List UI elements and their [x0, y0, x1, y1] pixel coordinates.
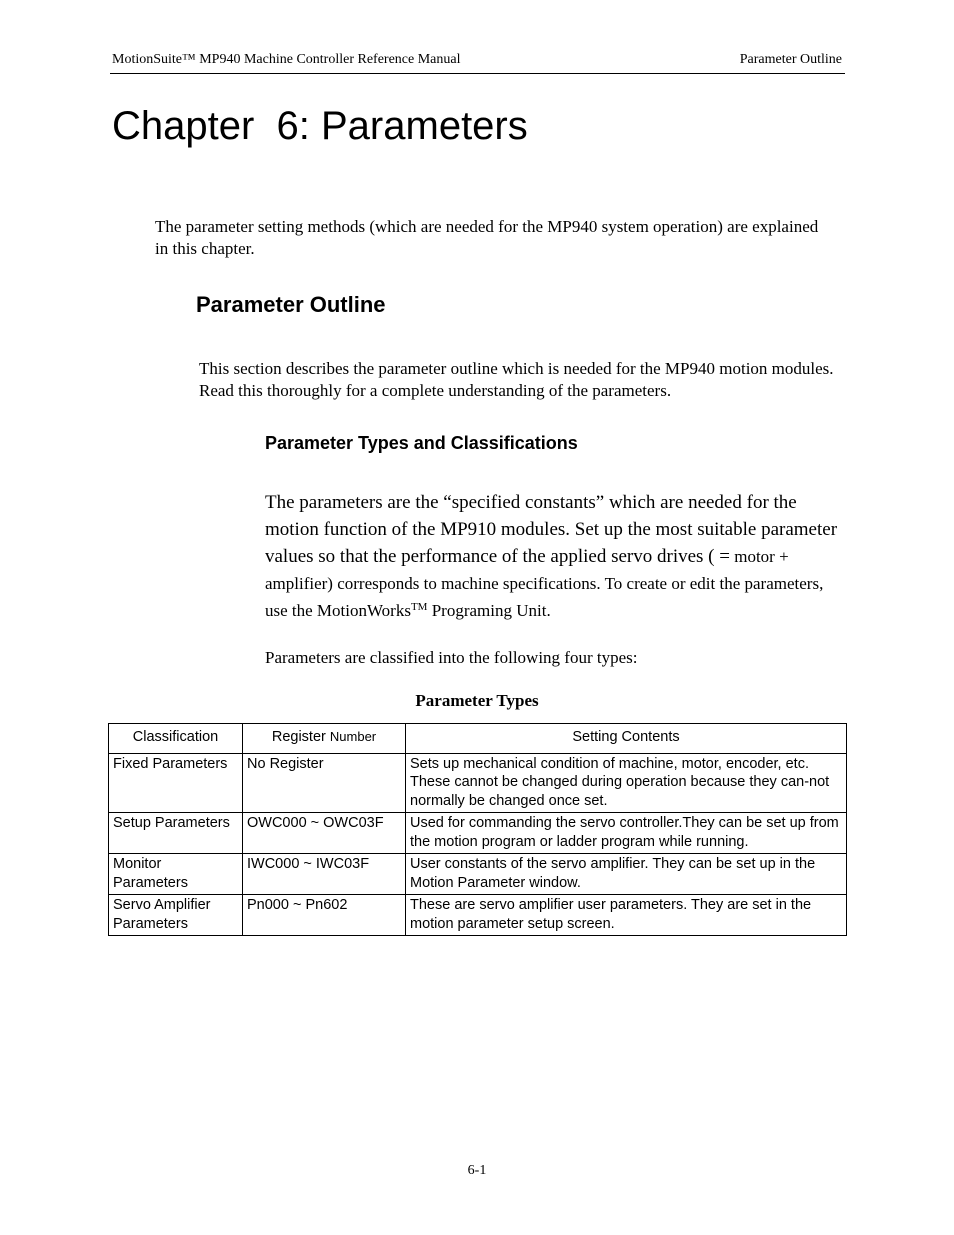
cell-register: No Register [243, 753, 406, 813]
cell-classification: Monitor Parameters [109, 854, 243, 895]
table-header-row [109, 724, 847, 754]
cell-classification: Servo Amplifier Parameters [109, 895, 243, 936]
parameters-description [265, 489, 845, 624]
header-setting-contents: Setting Contents [406, 724, 847, 754]
cell-contents: Sets up mechanical condition of machine, motor, encoder, etc. These cannot be changed during operation because they can-not normally be changed once set. [406, 753, 847, 813]
table-row [109, 813, 847, 854]
subsection-heading: Parameter Types and Classifications [265, 433, 578, 453]
cell-classification: Setup Parameters [109, 813, 243, 854]
para-large-text: The parameters are the “specified constants” which are needed for the motion function of the MP910 modules. Set up the most suitable parameter values so that the performance of the applied servo drives ( = [265, 492, 838, 567]
table-row [109, 753, 847, 813]
cell-contents: Used for commanding the servo controller.They can be set up from the motion program or ladder program while running. [406, 813, 847, 854]
cell-classification: Fixed Parameters [109, 753, 243, 813]
cell-register: OWC000 ~ OWC03F [243, 813, 406, 854]
header-divider [110, 73, 845, 74]
header-register-text: Register [271, 729, 326, 745]
cell-register: Pn000 ~ Pn602 [243, 895, 406, 936]
classification-intro: Parameters are classified into the following four types: [265, 648, 638, 667]
running-header-section: Parameter Outline [739, 52, 842, 67]
para-small-text: motor + amplifier) corresponds to machine specifications. To create or edit the parameters, use the MotionWorks [265, 547, 824, 620]
section-description: This section describes the parameter outline which is needed for the MP940 motion modules. Read this thoroughly for a complete understanding of the parameters. [199, 359, 834, 400]
header-classification: Classification [109, 724, 243, 754]
chapter-intro: The parameter setting methods (which are needed for the MP940 system operation) are explained in this chapter. [155, 217, 819, 258]
table-row [109, 895, 847, 936]
section-heading: Parameter Outline [196, 292, 386, 317]
para-end-text: Programing Unit. [431, 601, 551, 620]
cell-register: IWC000 ~ IWC03F [243, 854, 406, 895]
trademark-mark: TM [410, 601, 428, 613]
page-number: 6-1 [467, 1163, 487, 1178]
parameter-types-table [108, 723, 847, 936]
header-number-text: Number [329, 729, 377, 744]
chapter-title: Chapter 6: Parameters [112, 104, 528, 148]
table-caption: Parameter Types [415, 691, 539, 710]
header-register-number [243, 724, 406, 754]
table-row [109, 854, 847, 895]
cell-contents: These are servo amplifier user parameters. They are set in the motion parameter setup screen. [406, 895, 847, 936]
running-header-title: MotionSuite™ MP940 Machine Controller Reference Manual [112, 52, 461, 67]
cell-contents: User constants of the servo amplifier. They can be set up in the Motion Parameter window. [406, 854, 847, 895]
